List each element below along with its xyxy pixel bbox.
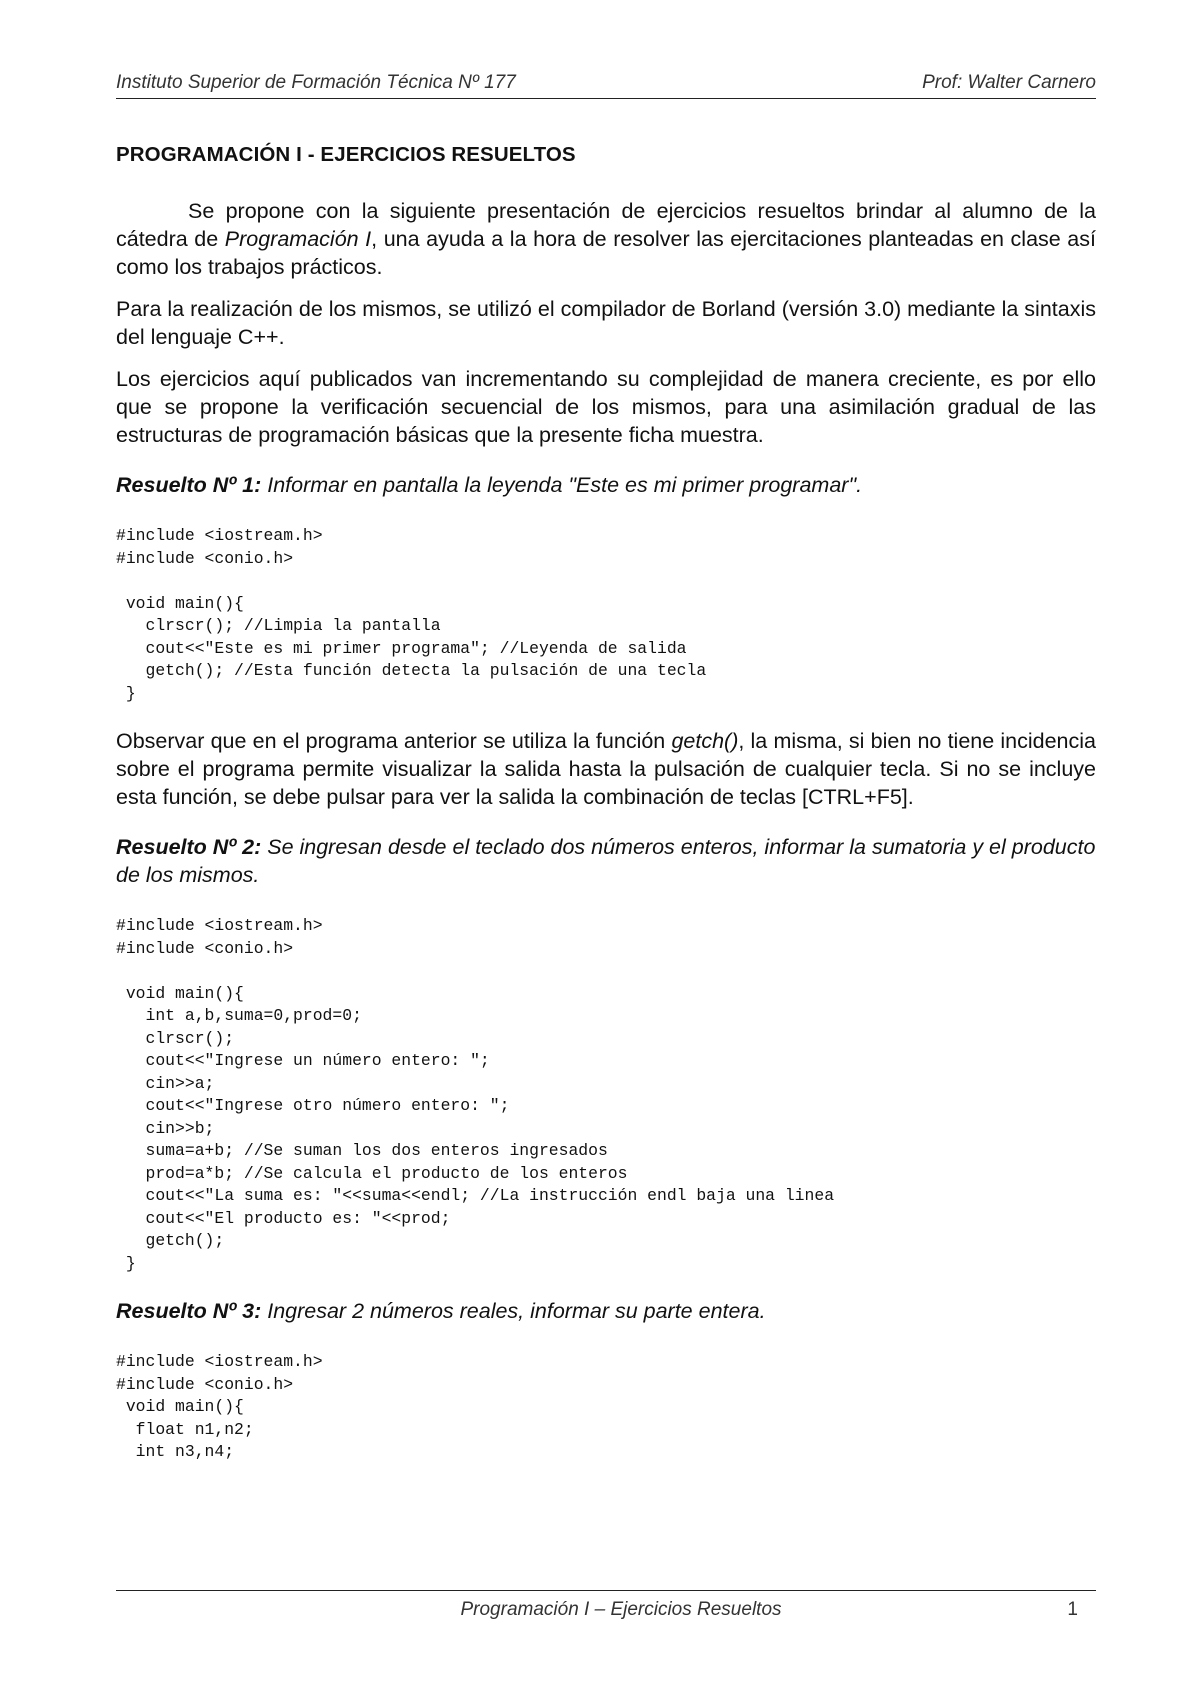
exercise-3-label: Resuelto Nº 3: <box>116 1299 262 1323</box>
code-line: #include <conio.h> <box>116 1374 294 1394</box>
page-footer <box>116 1590 1096 1621</box>
page-header <box>116 70 1096 99</box>
code-line: int n3,n4; <box>116 1442 235 1461</box>
code-line: cout<<"Este es mi primer programa"; //Leyenda de salida <box>116 638 687 658</box>
intro-paragraph-3: Los ejercicios aquí publicados van incrementando su complejidad de manera creciente, es por ello que se propone la verificación secuencial de los mismos, para una asimilación gradual de las estructuras de programación básicas que la presente ficha muestra. <box>116 367 1096 447</box>
code-line: #include <iostream.h> <box>116 916 323 935</box>
code-line: prod=a*b; //Se calcula el producto de los enteros <box>116 1163 628 1183</box>
document-title: PROGRAMACIÓN I - EJERCICIOS RESUELTOS <box>116 143 576 166</box>
exercise-1-code <box>116 525 1096 705</box>
code-line: cin>>b; <box>116 1118 215 1138</box>
code-line: void main(){ <box>116 983 244 1003</box>
exercise-2-label: Resuelto Nº 2: <box>116 835 262 859</box>
code-line: } <box>116 1253 136 1273</box>
course-name: Programación I <box>224 227 372 251</box>
code-line: getch(); <box>116 1231 225 1250</box>
code-line: void main(){ <box>116 593 244 613</box>
exercise-2-heading <box>116 833 1096 889</box>
code-line: #include <iostream.h> <box>116 526 323 545</box>
footer-title: Programación I – Ejercicios Resueltos <box>460 1599 782 1620</box>
exercise-1-heading <box>116 471 1096 499</box>
code-line: clrscr(); //Limpia la pantalla <box>116 616 441 635</box>
exercise-3-statement: Ingresar 2 números reales, informar su parte entera. <box>261 1299 766 1323</box>
code-line: void main(){ <box>116 1397 244 1416</box>
exercise-1-note: Observar que en el programa anterior se utiliza la función getch(), la misma, si bien no tiene incidencia sobre el programa permite visualizar la salida hasta la pulsación de cualquier tecla. Si no se incluye esta función, se debe pulsar para ver la salida la combinación de teclas [CTRL+F5]. <box>116 729 1096 809</box>
page-number: 1 <box>1067 1599 1078 1620</box>
exercise-1-statement: Informar en pantalla la leyenda "Este es mi primer programar". <box>261 473 863 497</box>
code-line: cout<<"Ingrese un número entero: "; <box>116 1051 490 1070</box>
header-professor: Prof: Walter Carnero <box>922 72 1096 93</box>
exercise-1-label: Resuelto Nº 1: <box>116 473 262 497</box>
getch-function: getch() <box>671 729 739 753</box>
code-line: #include <conio.h> <box>116 548 294 568</box>
code-line: float n1,n2; <box>116 1419 254 1439</box>
code-line: clrscr(); <box>116 1028 235 1048</box>
exercise-2-statement: Se ingresan desde el teclado dos números enteros, informar la sumatoria y el producto de los mismos. <box>116 835 1096 887</box>
exercise-3-heading <box>116 1297 1096 1325</box>
exercise-3-code <box>116 1351 1096 1464</box>
code-line: cout<<"El producto es: "<<prod; <box>116 1208 451 1228</box>
header-institution: Instituto Superior de Formación Técnica Nº 177 <box>116 72 516 93</box>
code-line: suma=a+b; //Se suman los dos enteros ingresados <box>116 1141 608 1160</box>
intro-paragraph-1: Se propone con la siguiente presentación de ejercicios resueltos brindar al alumno de la cátedra de Programación I, una ayuda a la hora de resolver las ejercitaciones planteadas en clase así como los trabajos prácticos. <box>116 199 1096 279</box>
intro-paragraph-2: Para la realización de los mismos, se utilizó el compilador de Borland (versión 3.0) mediante la sintaxis del lenguaje C++. <box>116 297 1096 349</box>
code-line: } <box>116 683 136 703</box>
code-line <box>116 570 1096 593</box>
code-line <box>116 960 1096 983</box>
code-line: cin>>a; <box>116 1073 215 1093</box>
code-line: getch(); //Esta función detecta la pulsación de una tecla <box>116 661 707 680</box>
code-line: cout<<"La suma es: "<<suma<<endl; //La instrucción endl baja una linea <box>116 1186 835 1205</box>
code-line: #include <iostream.h> <box>116 1352 323 1371</box>
document-body <box>116 143 1096 1486</box>
code-line: cout<<"Ingrese otro número entero: "; <box>116 1096 510 1115</box>
code-line: #include <conio.h> <box>116 938 294 958</box>
exercise-2-code <box>116 915 1096 1275</box>
code-line: int a,b,suma=0,prod=0; <box>116 1006 362 1025</box>
